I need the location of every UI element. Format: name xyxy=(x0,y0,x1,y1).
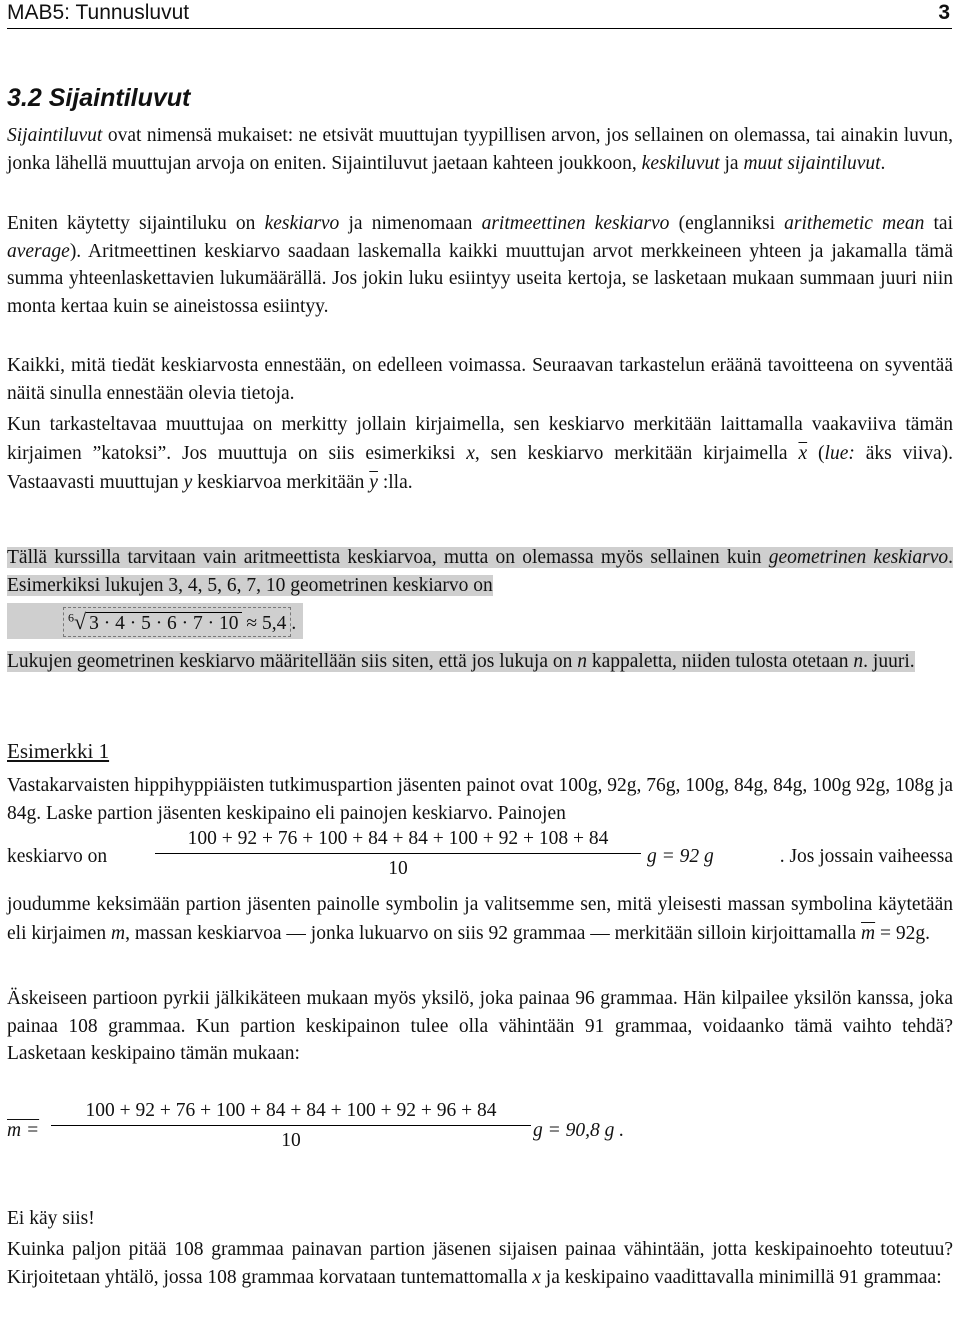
paragraph-notation: Kun tarkasteltavaa muuttujaa on merkitty jollain kirjaimella, sen keskiarvo merkitään laittamalla vaakaviiva tämän kirjaimen ”katoksi”. Jos muuttuja on siis esimerkiksi x, sen keskiarvo merkitään kirjaimella $\overline{x}$ (lue: äks viiva). Vastaavasti muuttujan y keskiarvoa merkitään $\overline{y}$ :lla. xyxy=(7,414,954,493)
header-title: MAB5: Tunnusluvut xyxy=(7,1,190,24)
paragraph-mean-definition: Eniten käytetty sijaintiluku on keskiarvo ja nimenomaan aritmeettinen keskiarvo (englanniksi arithemetic mean tai average). Aritmeettinen keskiarvo saadaan laskemalla kaikki muuttujan arvot merkkeineen yhteen ja jakamalla tämä summa yhteenlaskettavien lukumäärällä. Jos jokin luku esiintyy useita kertoja, se lasketaan mukaan summaan juuri niin monta kertaa kuin se aineistossa esiintyy. xyxy=(7,213,954,317)
example-paragraph-question: Kuinka paljon pitää 108 grammaa painavan partion jäsenen sijaisen painaa vähintään, jotta keskipainoehto toteutuu? Kirjoitetaan yhtälö, jossa 108 grammaa korvataan tuntemattomalla x ja keskipaino vaadittavalla minimillä 91 grammaa: xyxy=(7,1239,953,1288)
example-paragraph-symbol: joudumme keksimään partion jäsenten painolle symbolin ja valitsemme sen, mitä yleisesti massan symbolina käytetään eli kirjaimen m, massan keskiarvoa — jonka lukuarvo on siis 92 grammaa — merkitään silloin kirjoittamalla $\overline{m} = 92g$. xyxy=(7,894,953,944)
page-number: 3 xyxy=(938,1,950,24)
example-paragraph-replacement: Äskeiseen partioon pyrkii jälkikäteen mukaan myös yksilö, joka painaa 96 grammaa. Hän kilpailee yksilön kanssa, joka painaa 108 grammaa. Kun partion keskipainon tulee olla vähintään 91 grammaa, voidaanko tämä vaihto tehdä? Lasketaan keskipaino tämän mukaan: xyxy=(7,988,953,1064)
example-new-mean-equation: m = $\frac{100 + 92 + 76 + 100 + 84 + 84 + 100 + 92 + 96 + 84}{10}$ g = 90,8 g . xyxy=(7,1100,625,1151)
example-paragraph-weights: Vastakarvaisten hippihyppiäisten tutkimuspartion jäsenten painot ovat 100g, 92g, 76g, 100g, 84g, 84g, 100g 92g, 108g ja 84g. Laske partion jäsenten keskipaino eli painojen keskiarvo. Painojen xyxy=(7,775,953,824)
paragraph-geometric-mean: Tällä kurssilla tarvitaan vain aritmeettista keskiarvoa, mutta on olemassa myös sellainen kuin geometrinen keskiarvo. Esimerkiksi lukujen 3, 4, 5, 6, 7, 10 geometrinen keskiarvo on xyxy=(7,547,954,596)
paragraph-prior-knowledge: Kaikki, mitä tiedät keskiarvosta ennestään, on edelleen voimassa. Seuraavan tarkastelun eräänä tavoitteena on syventää näitä sinulla ennestään olevia tietoja. xyxy=(7,355,953,404)
section-title: 3.2 Sijaintiluvut xyxy=(7,84,191,112)
example-mean-equation: keskiarvo on $\frac{100 + 92 + 76 + 100 + 84 + 84 + 100 + 92 + 108 + 84}{10}$ g = 92 g . Jos jossain vaiheessa xyxy=(7,828,953,879)
example-title: Esimerkki 1 xyxy=(7,739,110,763)
geometric-mean-formula: $^6$√ 3 · 4 · 5 · 6 · 7 · 10 ≈ 5,4 . xyxy=(7,603,953,639)
example-conclusion: Ei käy siis! xyxy=(7,1208,95,1229)
page-header xyxy=(7,0,952,29)
paragraph-intro: Sijaintiluvut ovat nimensä mukaiset: ne etsivät muuttujan tyypillisen arvon, jos sellainen on olemassa, tai ainakin luvun, jonka lähellä muuttujan arvoja on eniten. Sijaintiluvut jaetaan kahteen joukkoon, keskiluvut ja muut sijaintiluvut. xyxy=(7,125,953,174)
paragraph-geometric-mean-definition: Lukujen geometrinen keskiarvo määritellään siis siten, että jos lukuja on n kappaletta, niiden tulosta otetaan n. juuri. xyxy=(7,651,915,672)
